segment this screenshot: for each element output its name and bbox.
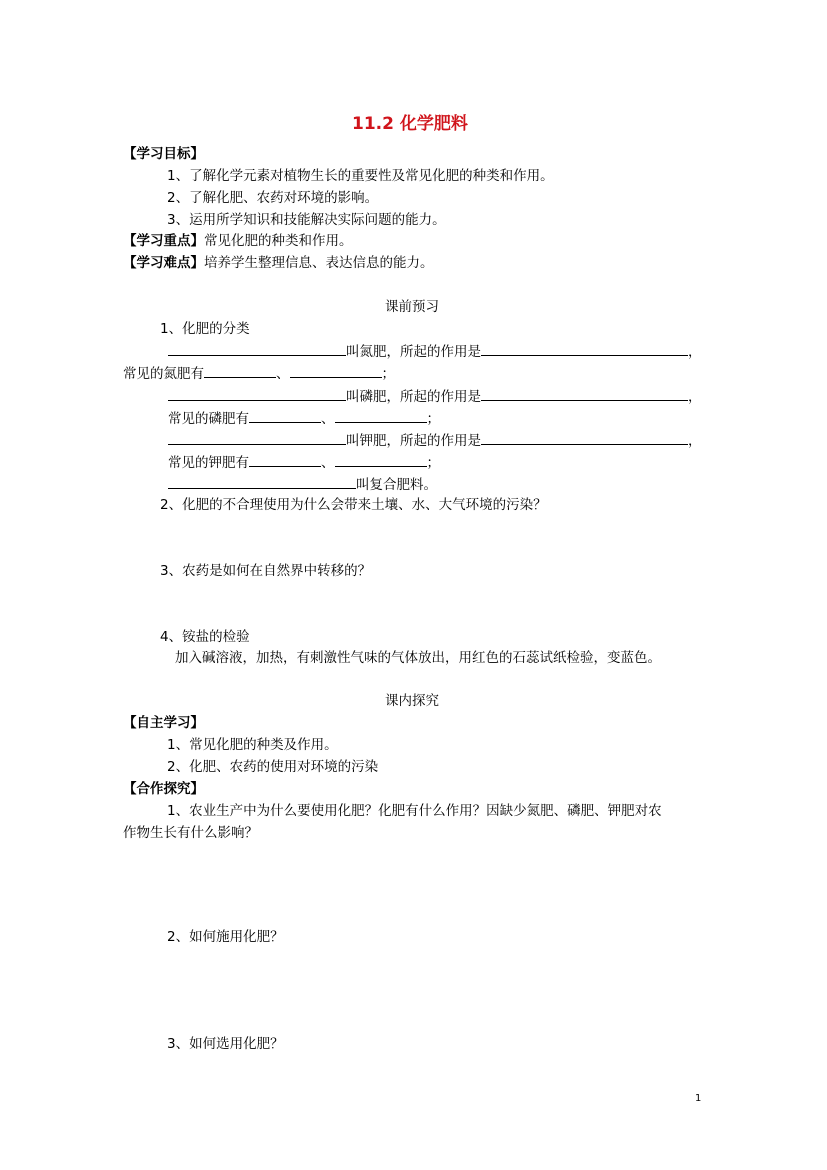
question-3: 3、农药是如何在自然界中转移的？ (160, 563, 372, 579)
separator: 、 (321, 455, 335, 471)
key-point (123, 231, 353, 251)
potassium-label: 叫钾肥，所起的作用是 (346, 433, 481, 449)
answer-blank[interactable] (204, 363, 276, 378)
inclass-heading: 课内探究 (385, 693, 439, 709)
answer-blank[interactable] (290, 363, 382, 378)
page-title: 11.2 化学肥料 (352, 114, 468, 134)
answer-blank[interactable] (168, 341, 346, 356)
answer-blank[interactable] (481, 341, 688, 356)
separator: 、 (321, 411, 335, 427)
semicolon: ； (426, 411, 440, 427)
key-point-text: 常见化肥的种类和作用。 (204, 233, 353, 249)
nitrogen-common-line (123, 363, 395, 384)
compound-label: 叫复合肥料。 (356, 477, 437, 493)
answer-blank[interactable] (481, 430, 688, 445)
objective-item: 3、运用所学知识和技能解决实际问题的能力。 (167, 212, 446, 228)
comma: ， (688, 389, 702, 405)
answer-blank[interactable] (249, 452, 321, 467)
self-study-item: 1、常见化肥的种类及作用。 (167, 737, 338, 753)
key-point-label: 【学习重点】 (123, 233, 204, 249)
coop-question-1: 1、农业生产中为什么要使用化肥？化肥有什么作用？因缺少氮肥、磷肥、钾肥对农 (167, 803, 662, 819)
objective-item: 2、了解化肥、农药对环境的影响。 (167, 190, 379, 206)
self-study-label: 【自主学习】 (123, 715, 204, 731)
question-2: 2、化肥的不合理使用为什么会带来土壤、水、大气环境的污染？ (160, 497, 547, 513)
potassium-common-label: 常见的钾肥有 (168, 455, 249, 471)
comma: ， (688, 433, 702, 449)
answer-blank[interactable] (481, 386, 688, 401)
phosphorus-common-label: 常见的磷肥有 (168, 411, 249, 427)
semicolon: ； (381, 366, 395, 382)
nitrogen-common-label: 常见的氮肥有 (123, 366, 204, 382)
answer-blank[interactable] (168, 386, 346, 401)
answer-blank[interactable] (168, 474, 356, 489)
self-study-item: 2、化肥、农药的使用对环境的污染 (167, 759, 379, 775)
difficulty (123, 253, 434, 273)
coop-question-3: 3、如何选用化肥？ (167, 1036, 284, 1052)
nitrogen-label: 叫氮肥，所起的作用是 (346, 344, 481, 360)
potassium-common-line (168, 452, 440, 473)
nitrogen-line (168, 341, 702, 362)
semicolon: ； (426, 455, 440, 471)
question-1: 1、化肥的分类 (160, 321, 250, 337)
phosphorus-common-line (168, 408, 440, 429)
answer-blank[interactable] (335, 452, 427, 467)
answer-blank[interactable] (249, 408, 321, 423)
phosphorus-label: 叫磷肥，所起的作用是 (346, 389, 481, 405)
phosphorus-line (168, 386, 702, 407)
objective-item: 1、了解化学元素对植物生长的重要性及常见化肥的种类和作用。 (167, 168, 554, 184)
answer-blank[interactable] (335, 408, 427, 423)
separator: 、 (276, 366, 290, 382)
coop-question-1-cont: 作物生长有什么影响？ (123, 825, 258, 841)
difficulty-label: 【学习难点】 (123, 255, 204, 271)
question-4-text: 加入碱溶液，加热，有刺激性气味的气体放出，用红色的石蕊试纸检验，变蓝色。 (175, 650, 661, 666)
coop-label: 【合作探究】 (123, 781, 204, 797)
coop-question-2: 2、如何施用化肥？ (167, 929, 284, 945)
comma: ， (688, 344, 702, 360)
potassium-line (168, 430, 702, 451)
preview-heading: 课前预习 (385, 299, 439, 315)
page-number: 1 (695, 1093, 702, 1104)
answer-blank[interactable] (168, 430, 346, 445)
compound-line (168, 474, 437, 495)
objectives-label: 【学习目标】 (123, 146, 204, 162)
question-4: 4、铵盐的检验 (160, 629, 250, 645)
difficulty-text: 培养学生整理信息、表达信息的能力。 (204, 255, 434, 271)
